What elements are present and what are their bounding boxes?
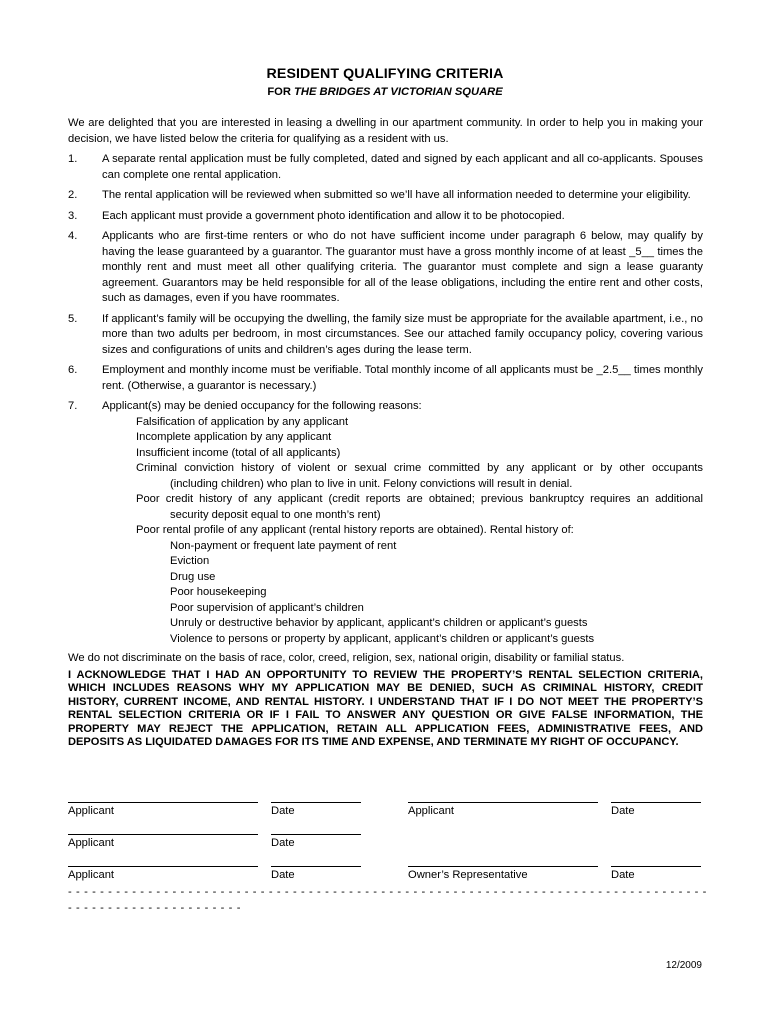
list-item bbox=[68, 229, 703, 307]
item-text: Each applicant must provide a government photo identification and allow it to be photocopied. bbox=[102, 209, 565, 222]
revision-date: 12/2009 bbox=[665, 960, 702, 971]
page-subtitle bbox=[0, 86, 770, 98]
reason-criminal-line1: Criminal conviction history of violent or sexual crime committed by any applicant or by other occupants bbox=[136, 462, 703, 474]
signature-label: Date bbox=[611, 805, 635, 817]
reason-credit-line1: Poor credit history of any applicant (credit reports are obtained; previous bankruptcy requires an additional bbox=[136, 493, 703, 505]
page-title: RESIDENT QUALIFYING CRITERIA bbox=[266, 66, 504, 82]
rental-history-item: Violence to persons or property by applicant, applicant’s children or applicant’s guests bbox=[170, 632, 595, 645]
reason-rental-profile: Poor rental profile of any applicant (rental history reports are obtained). Rental history of: bbox=[136, 524, 574, 536]
list-item bbox=[68, 312, 703, 359]
reason-item: Incomplete application by any applicant bbox=[136, 431, 332, 443]
rental-history-item: Poor supervision of applicant’s children bbox=[170, 601, 364, 614]
subtitle-prefix: FOR bbox=[267, 86, 295, 98]
date-line[interactable] bbox=[271, 866, 361, 867]
owner-representative-signature-line[interactable] bbox=[408, 866, 598, 867]
date-line[interactable] bbox=[271, 834, 361, 835]
reasons-list bbox=[136, 415, 703, 648]
acknowledgement-statement: I ACKNOWLEDGE THAT I HAD AN OPPORTUNITY TO REVIEW THE PROPERTY’S RENTAL SELECTION CRITERIA, WHICH INCLUDES REASONS WHY MY APPLICATION MAY BE DENIED, SUCH AS CRIMINAL HISTORY, CREDIT HISTORY, CURRENT INCOME, AND RENTAL HISTORY. I UNDERSTAND THAT IF I DO NOT MEET THE PROPERTY’S RENTAL SELECTION CRITERIA OR IF I FAIL TO ANSWER ANY QUESTION OR GIVE FALSE INFORMATION, THE PROPERTY MAY REJECT THE APPLICATION, RETAIN ALL APPLICATION FEES, ADMINISTRATIVE FEES, AND DEPOSITS AS LIQUIDATED DAMAGES FOR ITS TIME AND EXPENSE, AND TERMINATE MY RIGHT OF OCCUPANCY. bbox=[68, 668, 703, 748]
date-line[interactable] bbox=[611, 802, 701, 803]
signature-label: Applicant bbox=[408, 805, 455, 817]
signature-label: Applicant bbox=[68, 869, 115, 881]
item-number: 1. bbox=[68, 153, 78, 165]
applicant-signature-line[interactable] bbox=[408, 802, 598, 803]
document-body bbox=[68, 116, 703, 750]
signature-label: Applicant bbox=[68, 837, 115, 849]
list-item bbox=[68, 209, 703, 225]
item-text: A separate rental application must be fully completed, dated and signed by each applicant and all co-applicants. Spouses can complete one rental application. bbox=[102, 153, 703, 181]
reason-item: Falsification of application by any applicant bbox=[136, 415, 349, 428]
rental-history-item: Unruly or destructive behavior by applicant, applicant’s children or applicant’s guests bbox=[170, 617, 588, 629]
list-item bbox=[68, 152, 703, 183]
rental-history-item: Non-payment or frequent late payment of rent bbox=[170, 539, 397, 552]
rental-history-item: Eviction bbox=[170, 555, 210, 567]
nondiscrimination-statement: We do not discriminate on the basis of race, color, creed, religion, sex, national origin, disability or familial status. bbox=[68, 652, 625, 664]
reason-credit-line2: security deposit equal to one month’s rent) bbox=[170, 508, 381, 521]
item-number: 7. bbox=[68, 400, 78, 412]
denial-lead: Applicant(s) may be denied occupancy for the following reasons: bbox=[102, 400, 422, 412]
rental-history-item: Poor housekeeping bbox=[170, 586, 267, 598]
signature-label: Date bbox=[611, 869, 635, 881]
item-number: 6. bbox=[68, 364, 78, 376]
item-number: 5. bbox=[68, 312, 78, 325]
rental-history-item: Drug use bbox=[170, 570, 216, 583]
intro-paragraph: We are delighted that you are interested in leasing a dwelling in our apartment community. In order to help you in making your decision, we have listed below the criteria for qualifying as a resident with us. bbox=[68, 117, 703, 145]
property-name: THE BRIDGES AT VICTORIAN SQUARE bbox=[294, 86, 503, 98]
applicant-signature-line[interactable] bbox=[68, 802, 258, 803]
denial-reasons bbox=[102, 399, 703, 647]
item-number: 2. bbox=[68, 189, 78, 201]
list-item bbox=[68, 363, 703, 394]
signature-label: Owner’s Representative bbox=[408, 869, 528, 881]
item-number: 3. bbox=[68, 209, 78, 222]
applicant-signature-line[interactable] bbox=[68, 834, 258, 835]
item-text: If applicant’s family will be occupying the dwelling, the family size must be appropriate for the available apartment, i.e., no more than two adults per bedroom, in most circumstances. See our attached family occupancy policy, covering various sizes and configurations of units and children’s ages during the lease term. bbox=[102, 312, 703, 356]
criteria-list bbox=[68, 152, 703, 647]
signature-label: Date bbox=[271, 837, 295, 849]
applicant-signature-line[interactable] bbox=[68, 866, 258, 867]
reason-item: Insufficient income (total of all applicants) bbox=[136, 446, 341, 459]
reason-criminal-line2: (including children) who plan to live in unit. Felony convictions will result in denial. bbox=[170, 477, 573, 490]
list-item-denial-reasons bbox=[68, 399, 703, 647]
item-text: Employment and monthly income must be verifiable. Total monthly income of all applicants must be _2.5__ times monthly rent. (Otherwise, a guarantor is necessary.) bbox=[102, 364, 703, 392]
item-text: The rental application will be reviewed when submitted so we’ll have all information needed to determine your eligibility. bbox=[102, 189, 691, 201]
signature-label: Applicant bbox=[68, 805, 115, 817]
item-text: Applicants who are first-time renters or who do not have sufficient income under paragraph 6 below, may qualify by having the lease guaranteed by a guarantor. The guarantor must have a gross monthly income of at least _5__ times the monthly rent and must meet all other qualifying criteria. The guarantor must complete and sign a lease guaranty agreement. Guarantors may be held responsible for all of the lease obligations, including the entire rent and other costs, such as damages, even if you have roommates. bbox=[102, 230, 703, 304]
signature-label: Date bbox=[271, 869, 295, 881]
date-line[interactable] bbox=[271, 802, 361, 803]
cut-line: - - - - - - - - - - - - - - - - - - - - - - - - - - - - - - - - - - - - - - - - - - - - - - - - - - - - - - - - - - - - - - - - - - - - - - - - - - - - - - - - - - - - - - - - - - - - - - - - - - - - - - bbox=[68, 886, 707, 914]
date-line[interactable] bbox=[611, 866, 701, 867]
list-item bbox=[68, 188, 703, 204]
item-number: 4. bbox=[68, 230, 78, 242]
signature-label: Date bbox=[271, 805, 295, 817]
